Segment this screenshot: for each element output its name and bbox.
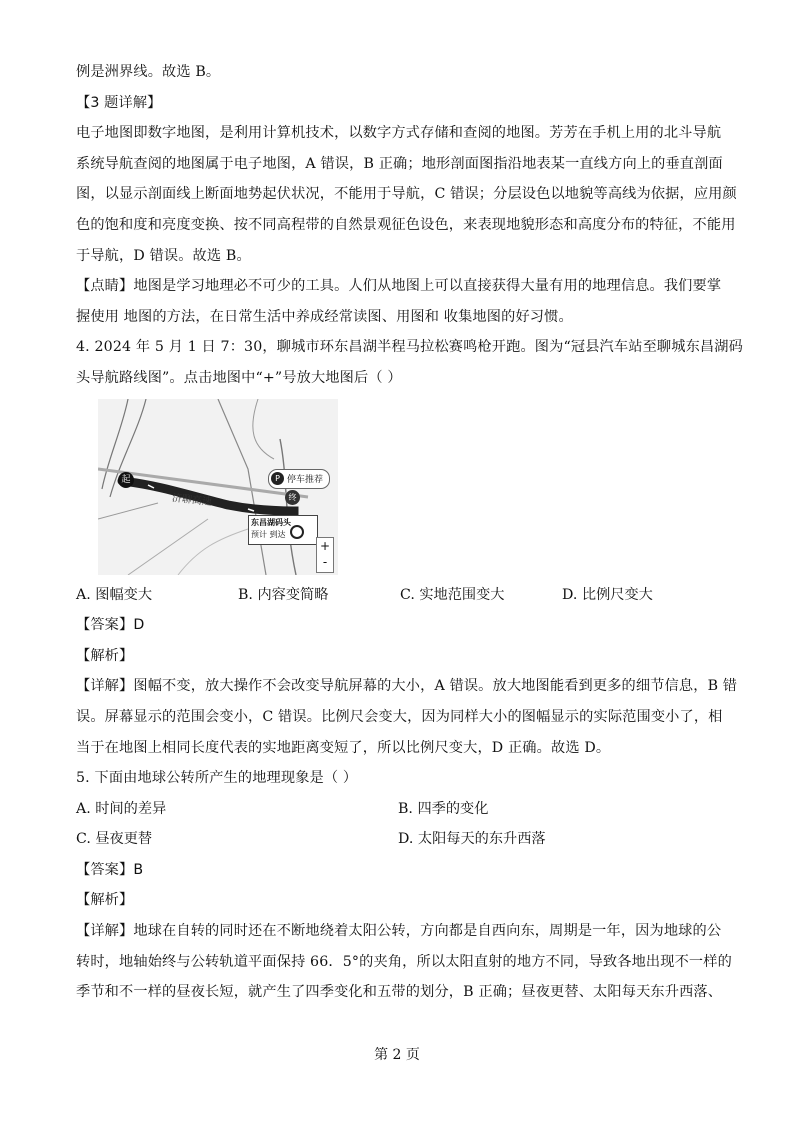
text-line: 误。屏幕显示的范围会变小，C 错误。比例尺会变大，因为同样大小的图幅显示的实际范围变小了，相 — [76, 708, 723, 725]
zoom-in-button[interactable]: + — [319, 538, 331, 553]
question-5-options-row2 — [76, 829, 726, 849]
option-a[interactable]: A. 图幅变大 — [76, 586, 153, 603]
road-label: 济聊高速 — [171, 492, 213, 508]
answer-label: 【答案】B — [76, 861, 144, 878]
document-body — [76, 62, 743, 1013]
parking-recommend-button[interactable] — [268, 469, 330, 489]
option-d[interactable]: D. 比例尺变大 — [562, 586, 653, 603]
option-c[interactable]: C. 昼夜更替 — [76, 831, 153, 848]
section-label: 【3 题详解】 — [76, 94, 162, 111]
option-d[interactable]: D. 太阳每天的东升西落 — [398, 831, 546, 848]
option-b[interactable]: B. 四季的变化 — [398, 800, 489, 817]
text-line: 于导航，D 错误。故选 B。 — [76, 247, 251, 264]
start-marker-icon: 起 — [118, 472, 134, 488]
text-line: 握使用 地图的方法，在日常生活中养成经常读图、用图和 收集地图的好习惯。 — [76, 308, 573, 325]
option-a[interactable]: A. 时间的差异 — [76, 800, 167, 817]
question-4-stem: 4. 2024 年 5 月 1 日 7：30，聊城市环东昌湖半程马拉松赛鸣枪开跑。图为“冠县汽车站至聊城东昌湖码 — [76, 339, 743, 356]
option-b[interactable]: B. 内容变简略 — [238, 586, 329, 603]
text-line: 【点睛】地图是学习地理必不可少的工具。人们从地图上可以直接获得大量有用的地理信息。我们要掌 — [76, 278, 722, 295]
text-line: 电子地图即数字地图，是利用计算机技术，以数字方式存储和查阅的地图。芳芳在手机上用的北斗导航 — [76, 125, 722, 142]
text-line: 【详解】图幅不变，放大操作不会改变导航屏幕的大小，A 错误。放大地图能看到更多的细节信息，B 错 — [76, 678, 738, 695]
zoom-out-button[interactable]: - — [322, 554, 328, 569]
text-line: 季节和不一样的昼夜长短，就产生了四季变化和五带的划分，B 正确；昼夜更替、太阳每天东升西落、 — [76, 984, 723, 1001]
text-line: 例是洲界线。故选 B。 — [76, 64, 221, 80]
text-line: 图，以显示剖面线上断面地势起伏状况，不能用于导航，C 错误；分层设色以地貌等高线为依据，应用颜 — [76, 186, 737, 203]
destination-pin-icon — [290, 525, 304, 539]
analysis-label: 【解析】 — [76, 892, 134, 909]
navigation-route-map — [98, 399, 338, 575]
text-line: 当于在地图上相同长度代表的实地距离变短了，所以比例尺变大，D 正确。故选 D。 — [76, 739, 611, 756]
parking-icon: P — [271, 472, 284, 485]
question-4-options — [76, 585, 726, 605]
question-5-stem: 5. 下面由地球公转所产生的地理现象是（ ） — [76, 770, 358, 787]
analysis-label: 【解析】 — [76, 647, 134, 664]
destination-label: 东昌湖码头 — [251, 517, 291, 527]
text-line: 转时，地轴始终与公转轨道平面保持 66．5°的夹角，所以太阳直射的地方不同，导致各地出现不一样的 — [76, 953, 732, 970]
answer-label: 【答案】D — [76, 617, 145, 634]
destination-callout — [248, 515, 318, 545]
question-4-stem: 头导航路线图”。点击地图中“+”号放大地图后（ ） — [76, 369, 402, 386]
question-5-options-row1 — [76, 799, 726, 819]
option-c[interactable]: C. 实地范围变大 — [400, 586, 505, 603]
end-marker-icon: 终 — [285, 490, 300, 505]
parking-label: 停车推荐 — [287, 475, 324, 486]
text-line: 系统导航查阅的地图属于电子地图，A 错误，B 正确；地形剖面图指沿地表某一直线方向上的垂直剖面 — [76, 155, 723, 172]
zoom-control — [316, 537, 334, 573]
text-line: 色的饱和度和亮度变换、按不同高程带的自然景观征色设色，来表现地貌形态和高度分布的特征，不能用 — [76, 216, 736, 233]
page-number: 第 2 页 — [374, 1047, 420, 1063]
text-line: 【详解】地球在自转的同时还在不断地绕着太阳公转，方向都是自西向东，周期是一年，因为地球的公 — [76, 923, 722, 940]
eta-label: 预计 到达 — [251, 529, 286, 539]
